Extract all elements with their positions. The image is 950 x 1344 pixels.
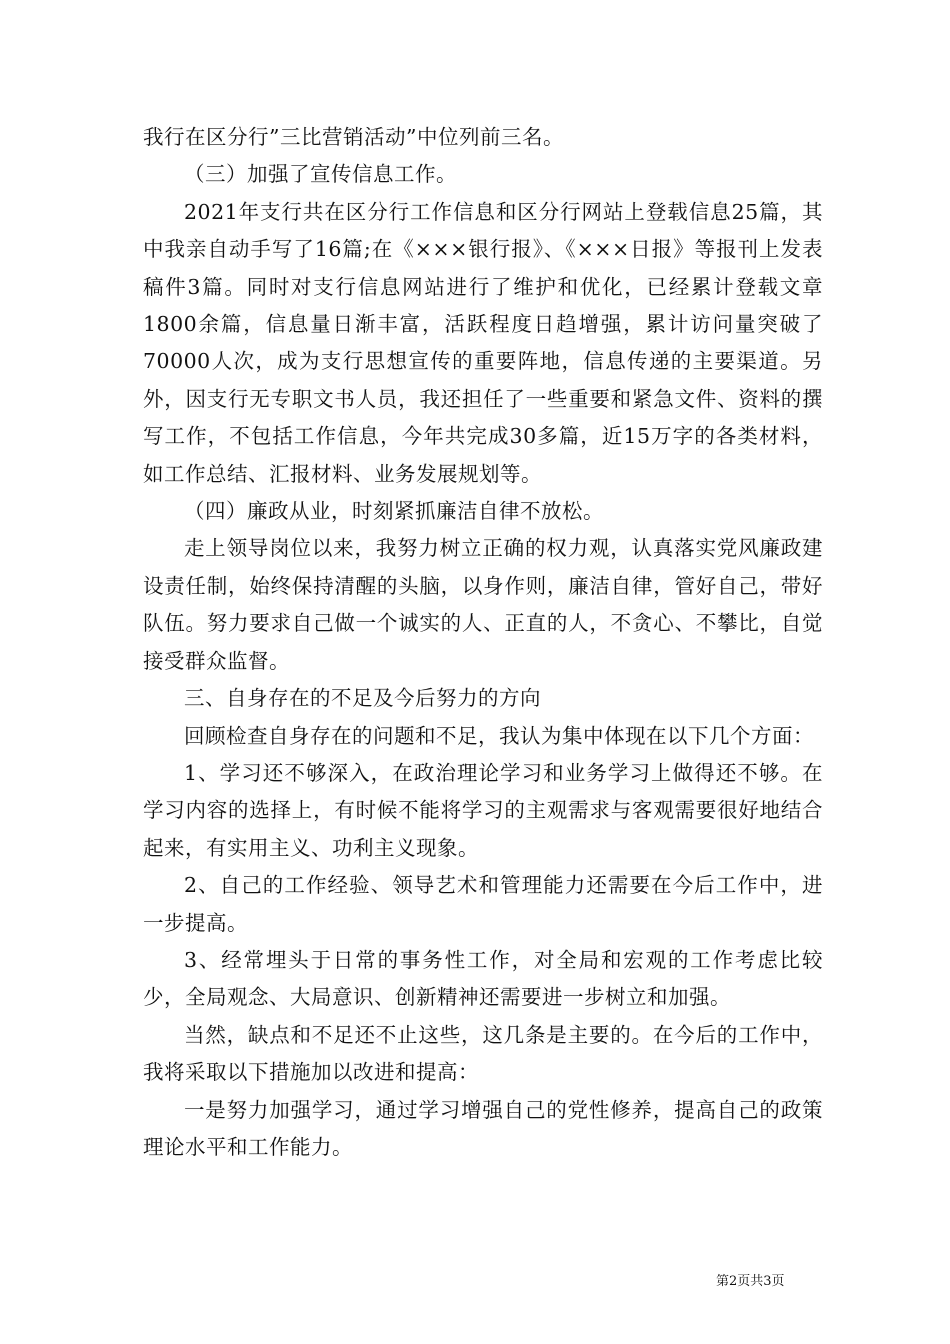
- list-item-shortcoming-3: 3、经常埋头于日常的事务性工作，对全局和宏观的工作考虑比较少，全局观念、大局意识、创新精神还需要进一步树立和加强。: [143, 947, 823, 1010]
- paragraph-continuation: 我行在区分行”三比营销活动”中位列前三名。: [143, 125, 564, 149]
- section-heading-shortcomings: 三、自身存在的不足及今后努力的方向: [184, 686, 541, 711]
- paragraph-improvement-intro: 当然，缺点和不足还不止这些，这几条是主要的。在今后的工作中，我将采取以下措施加以改进和提高：: [143, 1022, 823, 1085]
- list-item-shortcoming-1: 1、学习还不够深入，在政治理论学习和业务学习上做得还不够。在学习内容的选择上，有时候不能将学习的主观需求与客观需要很好地结合起来，有实用主义、功利主义现象。: [143, 760, 823, 860]
- list-item-measure-1: 一是努力加强学习，通过学习增强自己的党性修养，提高自己的政策理论水平和工作能力。: [143, 1097, 823, 1159]
- page-number: 第2页共3页: [716, 1274, 785, 1289]
- document-body: [143, 119, 823, 1166]
- paragraph-review-intro: 回顾检查自身存在的问题和不足，我认为集中体现在以下几个方面：: [184, 723, 814, 748]
- section-heading-publicity: （三）加强了宣传信息工作。: [184, 162, 457, 187]
- section-heading-integrity: （四）廉政从业，时刻紧抓廉洁自律不放松。: [184, 499, 604, 524]
- list-item-shortcoming-2: 2、自己的工作经验、领导艺术和管理能力还需要在今后工作中，进一步提高。: [143, 873, 823, 935]
- paragraph-publicity-details: 2021年支行共在区分行工作信息和区分行网站上登载信息25篇，其中我亲自动手写了16篇;在《×××银行报》、《×××日报》等报刊上发表稿件3篇。同时对支行信息网站进行了维护和优化，已经累计登载文章1800余篇，信息量日渐丰富，活跃程度日趋增强，累计访问量突破了70000人次，成为支行思想宣传的重要阵地，信息传递的主要渠道。另外，因支行无专职文书人员，我还担任了一些重要和紧急文件、资料的撰写工作，不包括工作信息，今年共完成30多篇，近15万字的各类材料，如工作总结、汇报材料、业务发展规划等。: [143, 199, 823, 486]
- paragraph-integrity-details: 走上领导岗位以来，我努力树立正确的权力观，认真落实党风廉政建设责任制，始终保持清醒的头脑，以身作则，廉洁自律，管好自己，带好队伍。努力要求自己做一个诚实的人、正直的人，不贪心、不攀比，自觉接受群众监督。: [143, 536, 823, 673]
